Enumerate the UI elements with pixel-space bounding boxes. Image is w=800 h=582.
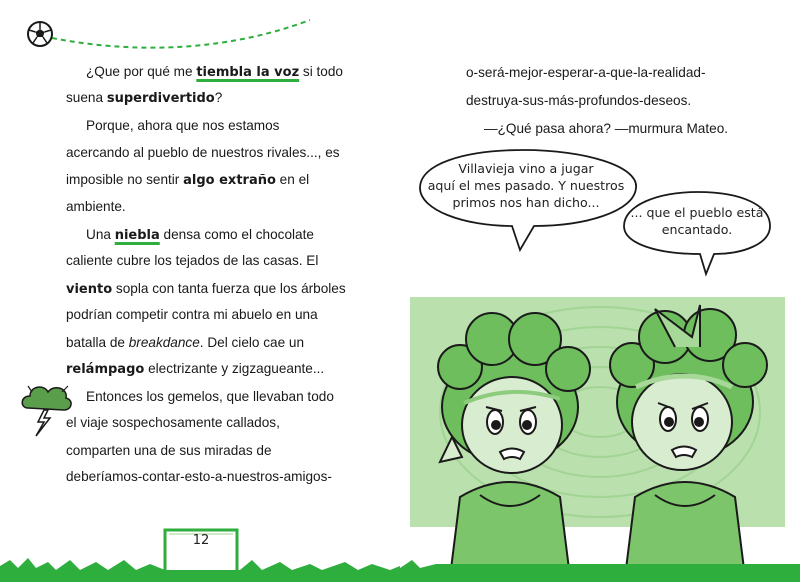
text-line — [66, 89, 222, 108]
italic-word: breakdance — [128, 335, 200, 350]
page-number: 12 — [192, 533, 210, 548]
text-line — [86, 388, 334, 406]
text-line — [66, 198, 126, 216]
text-span: Porque, ahora que nos estamos — [86, 118, 280, 133]
text-span: electrizante y zigzagueante... — [144, 361, 325, 376]
text-span: densa como el chocolate — [159, 227, 314, 242]
text-line: —¿Qué pasa ahora? —murmura Mateo. — [484, 121, 729, 136]
text-span: podrían competir contra mi abuelo en una — [66, 307, 318, 322]
text-span: batalla de — [66, 335, 129, 350]
text-span: deberíamos-contar-esto-a-nuestros-amigos- — [66, 469, 332, 484]
bold-word: superdivertido — [106, 91, 215, 106]
text-span: ambiente. — [66, 199, 126, 214]
text-span: Una — [86, 227, 115, 242]
left-page — [0, 0, 400, 577]
text-span: caliente cubre los tejados de las casas. El — [66, 253, 319, 268]
text-line — [66, 306, 318, 324]
storm-cloud-icon — [18, 378, 78, 438]
grass-strip — [0, 552, 800, 582]
text-line — [66, 442, 272, 460]
twins-illustration — [400, 247, 800, 577]
text-span: si todo — [299, 64, 343, 79]
text-span: en el — [275, 172, 310, 187]
bubble-right-text: ... que el pueblo está encantado. — [630, 205, 764, 237]
bold-word: algo extraño — [183, 173, 276, 188]
text-line — [86, 63, 343, 82]
text-line — [86, 226, 314, 245]
text-line — [66, 414, 280, 432]
text-line — [66, 334, 304, 352]
text-span: ¿Que por qué me — [86, 64, 197, 79]
bold-word: viento — [66, 282, 113, 297]
text-span: el viaje sospechosamente callados, — [66, 415, 280, 430]
text-line — [66, 252, 318, 270]
text-span: ? — [214, 90, 223, 105]
right-page — [400, 0, 800, 577]
text-line — [66, 280, 346, 299]
text-span: Entonces los gemelos, que llevaban todo — [86, 389, 334, 404]
bold-word: tiembla la voz — [196, 65, 300, 80]
bubble-left-text: Villavieja vino a jugar aquí el mes pasado. Y nuestros primos nos han dicho... — [427, 161, 625, 210]
bold-word: relámpago — [66, 362, 145, 377]
text-span: comparten una de sus miradas de — [66, 443, 272, 458]
text-line: destruya-sus-más-profundos-deseos. — [466, 93, 692, 108]
text-line — [66, 171, 309, 190]
text-span: . Del cielo cae un — [199, 335, 305, 350]
text-line — [86, 117, 279, 135]
text-span: imposible no sentir — [66, 172, 184, 187]
text-line — [66, 144, 340, 162]
text-line — [66, 468, 332, 486]
soccer-ball-icon — [0, 0, 400, 60]
text-line: o-será-mejor-esperar-a-que-la-realidad- — [466, 65, 706, 80]
text-line — [66, 360, 324, 379]
text-span: suena — [66, 90, 107, 105]
bold-word: niebla — [114, 228, 160, 243]
text-span: acercando al pueblo de nuestros rivales..., es — [66, 145, 340, 160]
text-span: sopla con tanta fuerza que los árboles — [112, 281, 346, 296]
